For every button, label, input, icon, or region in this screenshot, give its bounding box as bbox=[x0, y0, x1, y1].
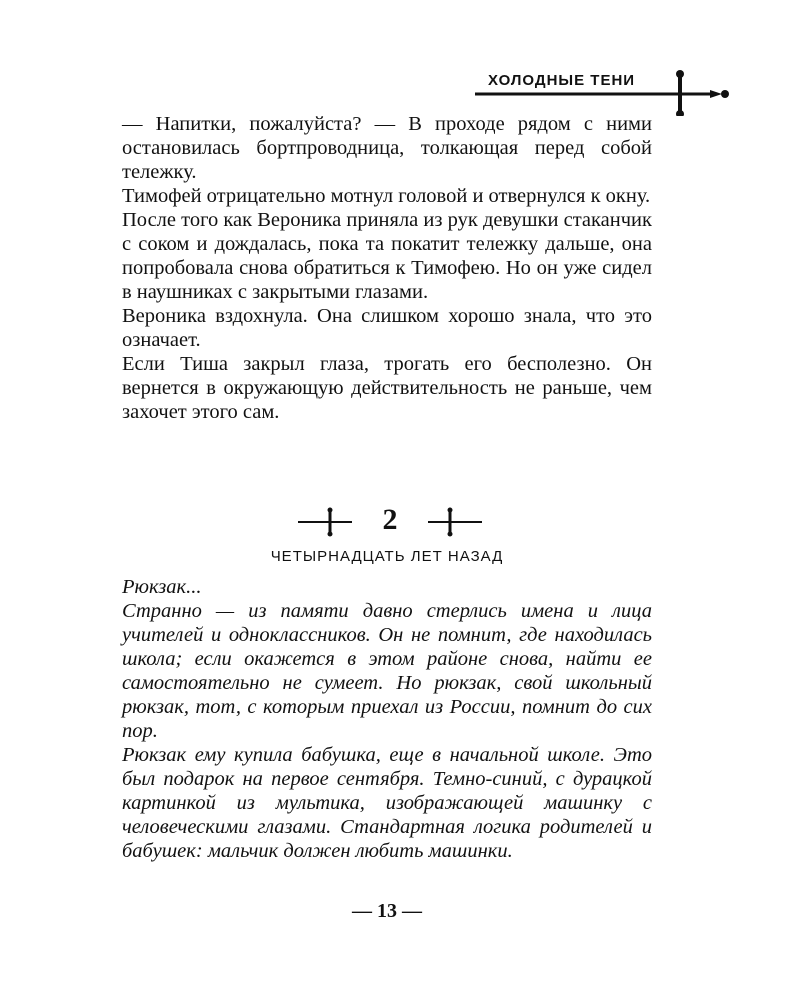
running-title: ХОЛОДНЫЕ ТЕНИ bbox=[488, 72, 636, 89]
chapter-title: ЧЕТЫРНАДЦАТЬ ЛЕТ НАЗАД bbox=[270, 548, 504, 565]
paragraph: После того как Вероника приняла из рук девушки стаканчик с соком и дождалась, пока та покатит тележку дальше, она попробовала снова обратиться к Тимофею. Но он уже сидел в наушниках с закрытыми глазами. bbox=[122, 209, 652, 303]
chapter-number: 2 bbox=[382, 503, 398, 536]
chapter-heading bbox=[290, 500, 490, 540]
paragraph: Рюкзак ему купила бабушка, еще в начальной школе. Это был подарок на первое сентября. Темно-синий, с дурацкой картинкой из мультика, изображающей машинку с человеческими глазами. Стандартная логика родителей и бабушек: мальчик должен любить машинки. bbox=[122, 744, 652, 862]
body-text bbox=[122, 112, 652, 424]
paragraph: Если Тиша закрыл глаза, трогать его бесполезно. Он вернется в окружающую действительность не раньше, чем захочет этого сам. bbox=[122, 353, 652, 423]
paragraph: Вероника вздохнула. Она слишком хорошо знала, что это означает. bbox=[122, 305, 652, 351]
running-header bbox=[470, 66, 730, 116]
paragraph: — Напитки, пожалуйста? — В проходе рядом с ними остановилась бортпроводница, толкающая перед собой тележку. bbox=[122, 113, 652, 183]
paragraph: Тимофей отрицательно мотнул головой и отвернулся к окну. bbox=[122, 185, 651, 207]
paragraph: Рюкзак... bbox=[122, 576, 202, 598]
page-number: — 13 — bbox=[352, 900, 422, 922]
italic-text bbox=[122, 575, 652, 863]
paragraph: Странно — из памяти давно стерлись имена и лица учителей и одноклассников. Он не помнит, где находилась школа; если окажется в этом районе снова, найти ее самостоятельно не сумеет. Но рюкзак, свой школьный рюкзак, тот, с которым приехал из России, помнит до сих пор. bbox=[122, 600, 652, 742]
